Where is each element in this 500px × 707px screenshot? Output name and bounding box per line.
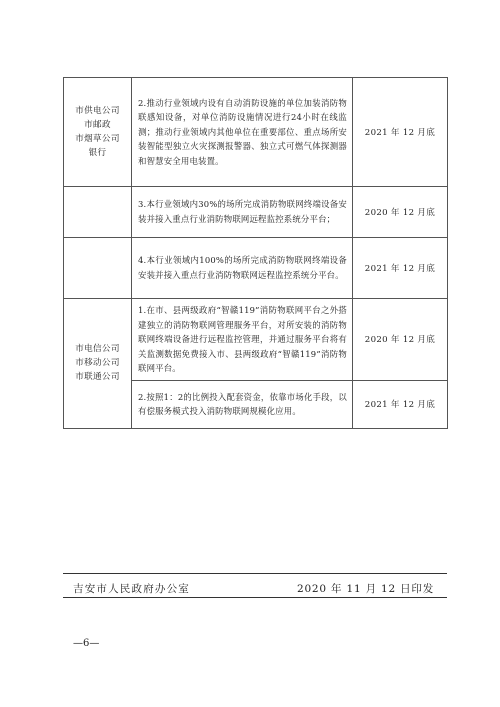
unit-name: 市烟草公司 xyxy=(75,134,120,144)
table-row xyxy=(64,187,448,238)
page-number: —6— xyxy=(73,638,100,649)
unit-name: 市邮政 xyxy=(84,120,111,130)
table-row xyxy=(64,78,448,187)
footer-top-rule xyxy=(63,573,447,574)
issuing-office: 吉安市人民政府办公室 xyxy=(73,583,190,595)
unit-name: 市电信公司 xyxy=(75,344,120,355)
unit-name: 银行 xyxy=(88,148,107,158)
responsible-units-cell xyxy=(64,238,132,299)
responsible-units-cell xyxy=(64,187,132,238)
task-cell: 3.本行业领域内30%的场所完成消防物联网终端设备安装并接入重点行业消防物联网远程监控系统分平台； xyxy=(132,187,353,238)
task-cell: 4.本行业领域内100%的场所完成消防物联网终端设备安装并接入重点行业消防物联网远程监控系统分平台。 xyxy=(132,238,353,299)
responsible-units-cell xyxy=(64,78,132,187)
deadline-cell: 2021 年 12 月底 xyxy=(353,380,448,428)
footer-bottom-rule xyxy=(63,597,447,598)
table-row xyxy=(64,299,448,381)
deadline-cell: 2020 年 12 月底 xyxy=(353,299,448,381)
deadline-cell: 2021 年 12 月底 xyxy=(353,78,448,187)
deadline-cell: 2020 年 12 月底 xyxy=(353,187,448,238)
task-cell: 1.在市、县两级政府“智赣119”消防物联网平台之外搭建独立的消防物联网管理服务平台，对所安装的消防物联网终端设备进行远程监控管理，并通过服务平台将有关监测数据免费接入市、县两级政府“智赣119”消防物联网平台。 xyxy=(132,299,353,381)
unit-name: 市联通公司 xyxy=(75,372,120,383)
unit-name: 市移动公司 xyxy=(75,358,120,369)
task-table xyxy=(63,77,448,429)
task-cell: 2.按照1：2的比例投入配套资金，依靠市场化手段，以有偿服务模式投入消防物联网规模化应用。 xyxy=(132,380,353,428)
deadline-cell: 2021 年 12 月底 xyxy=(353,238,448,299)
task-cell: 2.推动行业领域内设有自动消防设施的单位加装消防物联感知设备，对单位消防设施情况进行24小时在线监测；推动行业领域内其他单位在重要部位、重点场所安装智能型独立火灾探测报警器、独立式可燃气体探测器和智慧安全用电装置。 xyxy=(132,78,353,187)
issue-date: 2020 年 11 月 12 日印发 xyxy=(296,583,434,595)
unit-name: 市供电公司 xyxy=(75,106,120,116)
responsible-units-cell xyxy=(64,299,132,429)
table-row xyxy=(64,238,448,299)
